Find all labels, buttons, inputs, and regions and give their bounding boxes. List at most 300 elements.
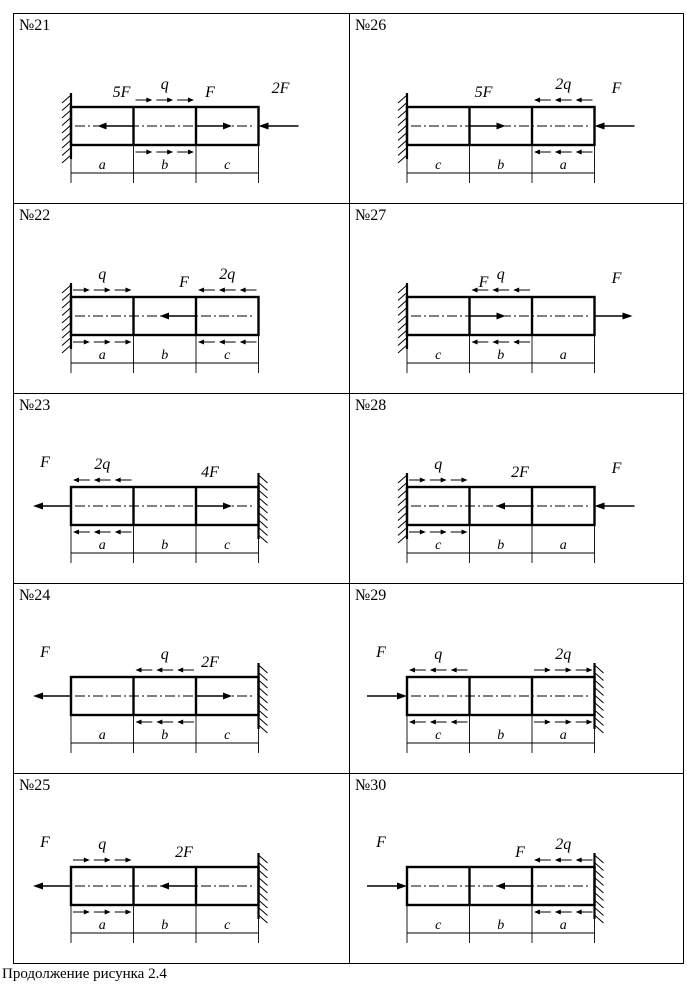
dimension-line (407, 335, 595, 373)
dimension-line (407, 145, 595, 183)
dist-arrow-head (177, 668, 183, 673)
dist-arrow-head (105, 910, 111, 915)
dist-arrow-head (136, 668, 142, 673)
dist-arrow-head (146, 98, 152, 103)
distributed-load (198, 266, 257, 293)
dist-arrow-head (115, 478, 121, 483)
load-label: F (611, 270, 622, 287)
wall-hatch (62, 338, 71, 346)
dist-arrow-head (472, 288, 478, 293)
load-label: 2q (555, 646, 572, 663)
load-label: 2F (175, 844, 193, 861)
problem-number: №26 (355, 17, 387, 34)
wall-hatch (62, 155, 71, 163)
bar-diagram (14, 584, 351, 774)
bar-diagram (350, 204, 685, 394)
wall-hatch (398, 513, 407, 521)
fixed-wall (62, 93, 71, 163)
load-label: 5F (112, 84, 131, 101)
problem-cell (349, 203, 684, 394)
dist-arrow-head (115, 530, 121, 535)
dist-arrow-head (126, 340, 132, 345)
segment-length-label: c (224, 538, 231, 553)
wall-hatch (62, 345, 71, 353)
wall-hatch (398, 345, 407, 353)
wall-hatch (62, 330, 71, 338)
dist-arrow-head (576, 858, 582, 863)
load-label: 2q (94, 456, 111, 473)
dist-arrow-head (156, 720, 162, 725)
problem-number: №29 (355, 587, 387, 604)
arrow-head (33, 693, 43, 700)
wall-hatch (595, 703, 604, 711)
problem-cell (349, 773, 684, 964)
force-arrow (595, 270, 633, 320)
wall-hatch (259, 673, 268, 681)
dist-arrow-head (219, 288, 225, 293)
segment-length-label: a (98, 348, 106, 363)
dist-arrow-head (462, 530, 468, 535)
fixed-wall (259, 853, 268, 923)
load-label: F (40, 834, 50, 851)
problem-number: №21 (19, 17, 51, 34)
problem-cell (13, 773, 350, 964)
segment-length-label: a (559, 158, 567, 173)
wall-hatch (259, 513, 268, 521)
wall-hatch (398, 330, 407, 338)
fixed-wall (259, 473, 268, 543)
dist-arrow-head (105, 858, 111, 863)
dist-arrow-head (240, 288, 246, 293)
dist-arrow-head (555, 98, 561, 103)
dist-arrow-head (576, 98, 582, 103)
segment-length-label: b (497, 918, 505, 933)
force-arrow (367, 834, 407, 890)
bar-diagram (350, 774, 685, 964)
distributed-load (409, 456, 468, 483)
wall-hatch (595, 688, 604, 696)
wall-hatch (259, 535, 268, 543)
segment-length-label: a (559, 538, 567, 553)
dist-arrow-head (587, 720, 593, 725)
dist-arrow-head (105, 340, 111, 345)
wall-hatch (595, 863, 604, 871)
dist-arrow-head (84, 910, 90, 915)
dist-arrow-head (188, 150, 194, 155)
wall-hatch (62, 125, 71, 133)
distributed-load (534, 150, 593, 155)
problem-number: №25 (19, 777, 51, 794)
segment-length-label: c (435, 538, 442, 553)
dist-arrow-head (219, 340, 225, 345)
problem-number: №30 (355, 777, 387, 794)
load-label: q (160, 76, 169, 93)
wall-hatch (62, 133, 71, 141)
wall-hatch (398, 505, 407, 513)
distributed-load (534, 910, 593, 915)
fixed-wall (398, 283, 407, 353)
wall-hatch (259, 475, 268, 483)
problem-number: №23 (19, 397, 51, 414)
dist-arrow-head (198, 288, 204, 293)
load-label: F (478, 274, 489, 291)
wall-hatch (398, 110, 407, 118)
dist-arrow-head (420, 478, 426, 483)
load-label: F (376, 644, 386, 661)
segment-length-label: b (497, 158, 505, 173)
segment-length-label: a (98, 538, 106, 553)
dist-arrow-head (545, 720, 551, 725)
wall-hatch (398, 338, 407, 346)
force-arrow (33, 644, 71, 700)
dist-arrow-head (566, 720, 572, 725)
bar-diagram (14, 774, 351, 964)
arrow-head (496, 503, 505, 510)
wall-hatch (62, 323, 71, 331)
problem-cell (349, 13, 684, 204)
arrow-head (259, 123, 269, 130)
wall-hatch (259, 665, 268, 673)
problem-cell (13, 203, 350, 394)
bar-diagram (14, 204, 351, 394)
wall-hatch (62, 315, 71, 323)
dist-arrow-head (587, 668, 593, 673)
wall-hatch (398, 293, 407, 301)
dist-arrow-head (513, 288, 519, 293)
load-label: F (40, 644, 50, 661)
arrow-head (497, 313, 506, 320)
wall-hatch (595, 870, 604, 878)
wall-hatch (398, 300, 407, 308)
force-arrow (33, 454, 71, 510)
segment-length-label: c (224, 728, 231, 743)
bar-diagram (14, 394, 351, 584)
problem-cell (13, 13, 350, 204)
load-label: q (98, 836, 107, 853)
distributed-load (198, 340, 257, 345)
wall-hatch (259, 483, 268, 491)
wall-hatch (259, 878, 268, 886)
dist-arrow-head (534, 150, 540, 155)
wall-hatch (259, 870, 268, 878)
load-label: q (98, 266, 107, 283)
dimension-line (407, 525, 595, 563)
load-label: F (611, 460, 622, 477)
problem-cell (13, 583, 350, 774)
dist-arrow-head (188, 98, 194, 103)
dist-arrow-head (167, 150, 173, 155)
dist-arrow-head (84, 858, 90, 863)
dist-arrow-head (555, 858, 561, 863)
segment-length-label: c (435, 348, 442, 363)
dimension-line (407, 905, 595, 943)
dimension-line (71, 715, 259, 753)
wall-hatch (398, 315, 407, 323)
wall-hatch (595, 680, 604, 688)
distributed-load (409, 530, 468, 535)
wall-hatch (398, 285, 407, 293)
wall-hatch (398, 155, 407, 163)
force-arrow (595, 460, 635, 510)
problem-cell (13, 393, 350, 584)
dist-arrow-head (167, 98, 173, 103)
dist-arrow-head (136, 720, 142, 725)
wall-hatch (398, 140, 407, 148)
segment-length-label: c (435, 728, 442, 743)
wall-hatch (62, 110, 71, 118)
dist-arrow-head (451, 668, 457, 673)
wall-hatch (595, 855, 604, 863)
segment-length-label: b (497, 348, 505, 363)
fixed-wall (398, 473, 407, 543)
segment-length-label: c (435, 918, 442, 933)
bar-diagram (350, 584, 685, 774)
load-label: F (515, 844, 525, 861)
bar (407, 677, 595, 715)
distributed-load (534, 646, 593, 673)
segment-length-label: b (161, 728, 169, 743)
wall-hatch (259, 915, 268, 923)
dist-arrow-head (126, 910, 132, 915)
dist-arrow-head (492, 288, 498, 293)
fixed-wall (595, 663, 604, 733)
problem-number: №22 (19, 207, 51, 224)
wall-hatch (259, 695, 268, 703)
load-label: q (496, 266, 505, 283)
wall-hatch (62, 300, 71, 308)
force-arrow (259, 80, 299, 130)
dist-arrow-head (534, 98, 540, 103)
arrow-head (223, 123, 232, 130)
load-label: 2F (201, 654, 219, 671)
dist-arrow-head (94, 478, 100, 483)
fixed-wall (259, 663, 268, 733)
dist-arrow-head (409, 668, 415, 673)
wall-hatch (398, 125, 407, 133)
distributed-load (534, 76, 593, 103)
wall-hatch (259, 718, 268, 726)
wall-hatch (595, 900, 604, 908)
segment-length-label: c (224, 158, 231, 173)
dist-arrow-head (534, 910, 540, 915)
problem-number: №27 (355, 207, 387, 224)
distributed-load (472, 340, 531, 345)
segment-length-label: c (435, 158, 442, 173)
arrow-head (497, 123, 506, 130)
load-label: q (434, 646, 443, 663)
arrow-head (160, 313, 169, 320)
wall-hatch (398, 490, 407, 498)
segment-length-label: b (497, 728, 505, 743)
arrow-head (397, 693, 407, 700)
load-label: F (611, 80, 622, 97)
dist-arrow-head (84, 340, 90, 345)
distributed-load (136, 720, 195, 725)
dist-arrow-head (441, 478, 447, 483)
fixed-wall (595, 853, 604, 923)
wall-hatch (398, 95, 407, 103)
segment-length-label: a (559, 728, 567, 743)
wall-hatch (62, 285, 71, 293)
wall-hatch (259, 703, 268, 711)
dist-arrow-head (73, 530, 79, 535)
segment-length-label: b (161, 348, 169, 363)
dist-arrow-head (105, 288, 111, 293)
wall-hatch (398, 535, 407, 543)
wall-hatch (259, 900, 268, 908)
problem-number: №24 (19, 587, 51, 604)
wall-hatch (259, 498, 268, 506)
dist-arrow-head (576, 150, 582, 155)
load-label: F (40, 454, 50, 471)
wall-hatch (259, 725, 268, 733)
wall-hatch (398, 103, 407, 111)
force-arrow (595, 80, 635, 130)
dist-arrow-head (73, 478, 79, 483)
wall-hatch (398, 148, 407, 156)
dist-arrow-head (177, 720, 183, 725)
arrow-head (595, 123, 605, 130)
dist-arrow-head (534, 858, 540, 863)
wall-hatch (62, 95, 71, 103)
dist-arrow-head (156, 668, 162, 673)
bar-diagram (14, 14, 351, 204)
load-label: q (434, 456, 443, 473)
dist-arrow-head (420, 530, 426, 535)
wall-hatch (259, 528, 268, 536)
segment-length-label: c (224, 348, 231, 363)
dist-arrow-head (126, 288, 132, 293)
segment-length-label: a (559, 918, 567, 933)
wall-hatch (62, 293, 71, 301)
dist-arrow-head (430, 720, 436, 725)
wall-hatch (62, 148, 71, 156)
distributed-load (409, 646, 468, 673)
segment-length-label: a (98, 158, 106, 173)
arrow-head (223, 503, 232, 510)
problem-cell (349, 393, 684, 584)
wall-hatch (398, 483, 407, 491)
wall-hatch (398, 528, 407, 536)
wall-hatch (595, 908, 604, 916)
segment-length-label: a (559, 348, 567, 363)
distributed-load (136, 646, 195, 673)
distributed-load (73, 910, 132, 915)
distributed-load (136, 150, 195, 155)
wall-hatch (62, 118, 71, 126)
dist-arrow-head (513, 340, 519, 345)
wall-hatch (259, 863, 268, 871)
wall-hatch (259, 885, 268, 893)
dist-arrow-head (94, 530, 100, 535)
wall-hatch (259, 893, 268, 901)
load-label: 4F (201, 464, 219, 481)
arrow-head (160, 883, 169, 890)
wall-hatch (595, 725, 604, 733)
load-label: 2F (511, 464, 529, 481)
wall-hatch (595, 718, 604, 726)
wall-hatch (398, 133, 407, 141)
wall-hatch (398, 118, 407, 126)
distributed-load (73, 340, 132, 345)
distributed-load (534, 836, 593, 863)
segment-length-label: b (161, 918, 169, 933)
wall-hatch (259, 520, 268, 528)
dimension-line (71, 905, 259, 943)
wall-hatch (259, 908, 268, 916)
problem-cell (349, 583, 684, 774)
load-label: F (179, 274, 189, 291)
wall-hatch (595, 878, 604, 886)
wall-hatch (62, 140, 71, 148)
wall-hatch (259, 505, 268, 513)
distributed-load (73, 266, 132, 293)
wall-hatch (595, 673, 604, 681)
dist-arrow-head (146, 150, 152, 155)
distributed-load (136, 76, 195, 103)
wall-hatch (62, 308, 71, 316)
force-arrow (367, 644, 407, 700)
dist-arrow-head (492, 340, 498, 345)
dist-arrow-head (545, 668, 551, 673)
arrow-head (623, 313, 633, 320)
dimension-line (71, 145, 259, 183)
load-label: F (205, 84, 215, 101)
load-label: 2q (555, 836, 572, 853)
arrow-head (223, 693, 232, 700)
wall-hatch (398, 520, 407, 528)
wall-hatch (595, 915, 604, 923)
dist-arrow-head (84, 288, 90, 293)
segment-length-label: b (161, 538, 169, 553)
arrow-head (595, 503, 605, 510)
dist-arrow-head (555, 150, 561, 155)
bar-diagram (350, 14, 685, 204)
load-label: 5F (474, 84, 493, 101)
wall-hatch (259, 680, 268, 688)
wall-hatch (398, 308, 407, 316)
wall-hatch (259, 710, 268, 718)
fixed-wall (62, 283, 71, 353)
load-label: 2F (271, 80, 290, 97)
fixed-wall (398, 93, 407, 163)
wall-hatch (595, 885, 604, 893)
wall-hatch (398, 323, 407, 331)
wall-hatch (259, 688, 268, 696)
load-label: F (376, 834, 386, 851)
dist-arrow-head (462, 478, 468, 483)
load-label: 2q (555, 76, 572, 93)
dist-arrow-head (198, 340, 204, 345)
wall-hatch (595, 893, 604, 901)
arrow-head (98, 123, 107, 130)
problem-number: №28 (355, 397, 387, 414)
wall-hatch (62, 103, 71, 111)
wall-hatch (398, 475, 407, 483)
wall-hatch (595, 710, 604, 718)
dist-arrow-head (576, 910, 582, 915)
load-label: 2q (219, 266, 236, 283)
arrow-head (33, 503, 43, 510)
dist-arrow-head (555, 910, 561, 915)
dist-arrow-head (430, 668, 436, 673)
dist-arrow-head (126, 858, 132, 863)
dimension-line (71, 335, 259, 373)
segment-length-label: b (161, 158, 169, 173)
distributed-load (73, 456, 132, 483)
segment-length-label: b (497, 538, 505, 553)
dist-arrow-head (409, 720, 415, 725)
